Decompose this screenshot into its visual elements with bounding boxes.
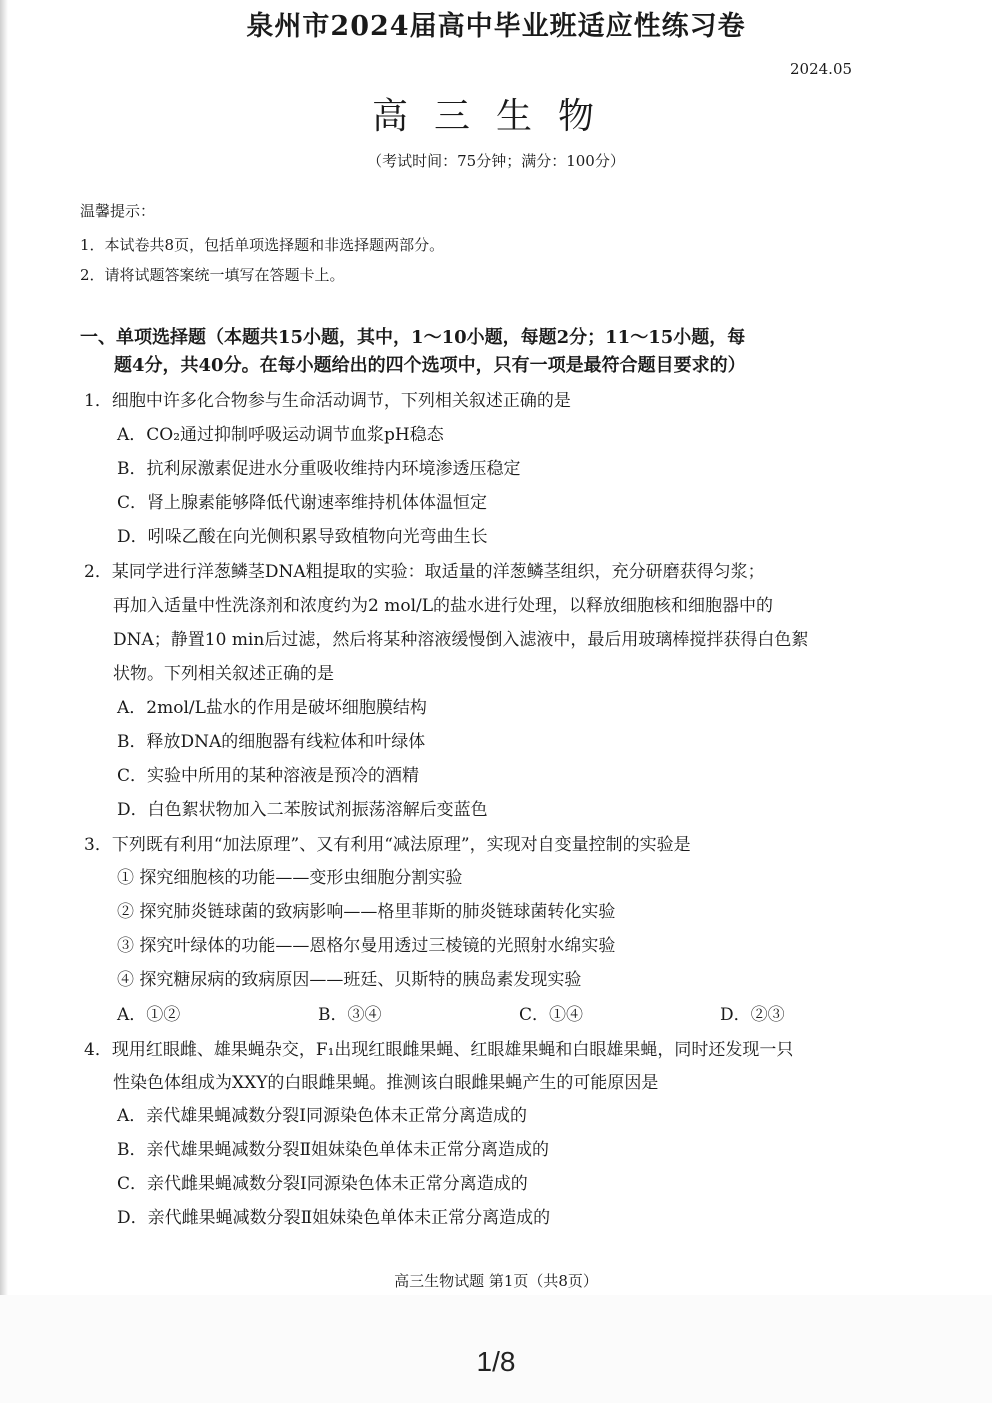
question-item: ① 探究细胞核的功能——变形虫细胞分割实验	[117, 868, 463, 888]
question-option: D．白色絮状物加入二苯胺试剂振荡溶解后变蓝色	[117, 800, 488, 820]
question-option: B．释放DNA的细胞器有线粒体和叶绿体	[117, 732, 426, 752]
question-option: A．亲代雄果蝇减数分裂Ⅰ同源染色体未正常分离造成的	[117, 1106, 527, 1126]
question-stem: DNA；静置10 min后过滤，然后将某种溶液缓慢倒入滤液中，最后用玻璃棒搅拌获得白色絮	[113, 630, 809, 650]
question-option: C．肾上腺素能够降低代谢速率维持机体体温恒定	[117, 493, 488, 513]
page-shadow-edge	[0, 0, 8, 1403]
question-option: B．③④	[318, 1005, 382, 1025]
question-stem: 4．现用红眼雌、雄果蝇杂交，F₁出现红眼雌果蝇、红眼雄果蝇和白眼雄果蝇，同时还发现一只	[84, 1040, 794, 1060]
tip-item: 1．本试卷共8页，包括单项选择题和非选择题两部分。	[80, 236, 445, 254]
page-indicator: 1/8	[476, 1346, 516, 1377]
question-stem: 再加入适量中性洗涤剂和浓度约为2 mol/L的盐水进行处理，以释放细胞核和细胞器中的	[113, 596, 774, 616]
question-option: A．①②	[117, 1005, 181, 1025]
exam-title: 泉州市2024届高中毕业班适应性练习卷	[246, 11, 746, 42]
section-heading-line: 题4分，共40分。在每小题给出的四个选项中，只有一项是最符合题目要求的）	[114, 355, 746, 376]
question-item: ② 探究肺炎链球菌的致病影响——格里菲斯的肺炎链球菌转化实验	[117, 902, 616, 922]
question-option: D．亲代雌果蝇减数分裂Ⅱ姐妹染色单体未正常分离造成的	[117, 1208, 551, 1228]
section-heading	[80, 324, 746, 380]
question-stem: 2．某同学进行洋葱鳞茎DNA粗提取的实验：取适量的洋葱鳞茎组织，充分研磨获得匀浆；	[84, 562, 765, 582]
question-stem: 性染色体组成为XXY的白眼雌果蝇。推测该白眼雌果蝇产生的可能原因是	[113, 1073, 659, 1093]
tips-title: 温馨提示：	[80, 202, 156, 220]
question-option: C．实验中所用的某种溶液是预冷的酒精	[117, 766, 420, 786]
question-item: ④ 探究糖尿病的致病原因——班廷、贝斯特的胰岛素发现实验	[117, 970, 582, 990]
exam-info: （考试时间：75分钟；满分：100分）	[367, 152, 625, 170]
question-option: D．②③	[720, 1005, 785, 1025]
question-option: C．亲代雌果蝇减数分裂Ⅰ同源染色体未正常分离造成的	[117, 1174, 528, 1194]
exam-date: 2024.05	[790, 60, 853, 78]
question-stem: 状物。下列相关叙述正确的是	[113, 664, 334, 684]
question-item: ③ 探究叶绿体的功能——恩格尔曼用透过三棱镜的光照射水绵实验	[117, 936, 616, 956]
subject-title: 高三生物	[371, 96, 620, 137]
question-option: A．2mol/L盐水的作用是破坏细胞膜结构	[117, 698, 427, 718]
question-option: B．亲代雄果蝇减数分裂Ⅱ姐妹染色单体未正常分离造成的	[117, 1140, 550, 1160]
question-option: D．吲哚乙酸在向光侧积累导致植物向光弯曲生长	[117, 527, 488, 547]
question-option: C．①④	[519, 1005, 584, 1025]
section-heading-line: 一、单项选择题（本题共15小题，其中，1～10小题，每题2分；11～15小题，每	[80, 327, 746, 348]
question-stem: 1．细胞中许多化合物参与生命活动调节，下列相关叙述正确的是	[84, 391, 571, 411]
tip-item: 2．请将试题答案统一填写在答题卡上。	[80, 266, 345, 284]
question-stem: 3．下列既有利用“加法原理”、又有利用“减法原理”，实现对自变量控制的实验是	[84, 835, 691, 855]
question-option: B．抗利尿激素促进水分重吸收维持内环境渗透压稳定	[117, 459, 521, 479]
page-footer: 高三生物试题 第1页（共8页）	[394, 1272, 598, 1290]
question-option: A．CO₂通过抑制呼吸运动调节血浆pH稳态	[117, 425, 444, 445]
